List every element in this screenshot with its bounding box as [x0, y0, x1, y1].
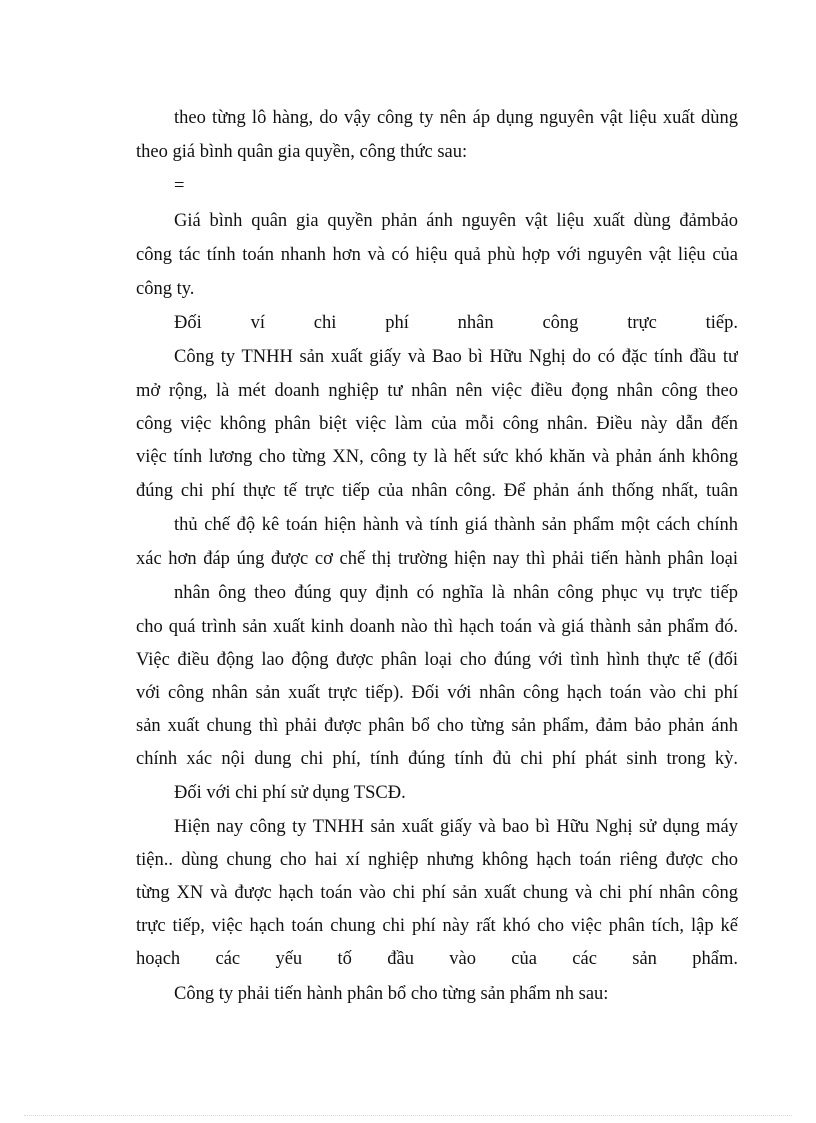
text-line: hoạch các yếu tố đầu vào của các sản phẩm.: [136, 949, 738, 969]
text-line: tiện.. dùng chung cho hai xí nghiệp nhưng không hạch toán riêng được cho: [136, 850, 738, 870]
section-heading: Đối ví chi phí nhân công trực tiếp.: [174, 313, 738, 333]
text-line: đúng chi phí thực tế trực tiếp của nhân công. Để phản ánh thống nhất, tuân: [136, 481, 738, 501]
text-line: công việc không phân biệt việc làm của mỗi công nhân. Điều này dẫn đến: [136, 414, 738, 434]
text-line: sản xuất chung thì phải được phân bổ cho từng sản phẩm, đảm bảo phản ánh: [136, 716, 738, 736]
text-line: Công ty phải tiến hành phân bổ cho từng sản phẩm nh sau:: [174, 984, 609, 1004]
page-bottom-divider: [24, 1115, 792, 1116]
text-line: Hiện nay công ty TNHH sản xuất giấy và bao bì Hữu Nghị sử dụng máy: [174, 817, 738, 837]
text-line: xác hơn đáp úng được cơ chế thị trường hiện nay thì phải tiến hành phân loại: [136, 549, 738, 569]
text-line: trực tiếp, việc hạch toán chung chi phí này rất khó cho việc phân tích, lập kế: [136, 916, 738, 936]
text-line: Việc điều động lao động được phân loại cho đúng với tình hình thực tế (đối: [136, 650, 738, 670]
text-line: Công ty TNHH sản xuất giấy và Bao bì Hữu Nghị do có đặc tính đầu tư: [174, 347, 738, 367]
text-line: thủ chế độ kê toán hiện hành và tính giá thành sản phẩm một cách chính: [174, 515, 738, 535]
text-line: Giá bình quân gia quyền phản ánh nguyên vật liệu xuất dùng đảmbảo: [174, 211, 738, 231]
text-line: công tác tính toán nhanh hơn và có hiệu quả phù hợp với nguyên vật liệu của: [136, 245, 738, 265]
text-line: với công nhân sản xuất trực tiếp). Đối với nhân công hạch toán vào chi phí: [136, 683, 738, 703]
text-line: nhân ông theo đúng quy định có nghĩa là nhân công phục vụ trực tiếp: [174, 583, 738, 603]
text-line: theo giá bình quân gia quyền, công thức sau:: [136, 142, 468, 162]
section-heading: Đối với chi phí sử dụng TSCĐ.: [174, 783, 406, 803]
text-line: từng XN và được hạch toán vào chi phí sản xuất chung và chi phí nhân công: [136, 883, 738, 903]
text-line: công ty.: [136, 279, 195, 299]
formula-line: =: [174, 176, 185, 196]
text-line: việc tính lương cho từng XN, công ty là hết sức khó khăn và phản ánh không: [136, 447, 738, 467]
text-line: mở rộng, là mét doanh nghiệp tư nhân nên việc điều đọng nhân công theo: [136, 381, 738, 401]
text-line: chính xác nội dung chi phí, tính đúng tính đủ chi phí phát sinh trong kỳ.: [136, 749, 738, 769]
text-line: theo từng lô hàng, do vậy công ty nên áp dụng nguyên vật liệu xuất dùng: [174, 108, 738, 128]
text-line: cho quá trình sản xuất kinh doanh nào thì hạch toán và giá thành sản phẩm đó.: [136, 617, 738, 637]
